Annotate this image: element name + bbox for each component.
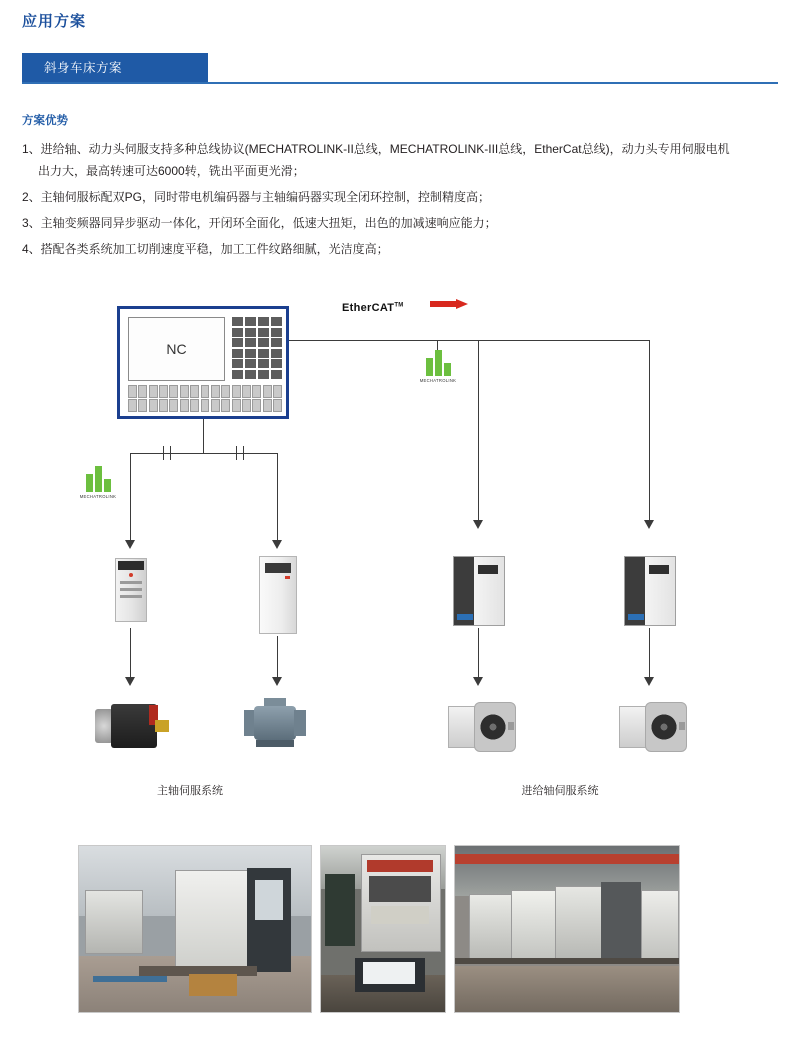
bus-drop-nc-bottom [203, 419, 204, 453]
arrow-spindle-motor [125, 677, 135, 686]
photo-control-cabinet [320, 845, 446, 1013]
caption-feed-servo-system: 进给轴伺服系统 [521, 785, 599, 797]
nc-function-keys [128, 385, 282, 412]
page-title: 应用方案 [22, 13, 87, 30]
arrow-feed-motor-1 [473, 677, 483, 686]
list-item [22, 138, 762, 182]
nc-screen-label: NC [128, 317, 225, 381]
arrow-inverter [272, 540, 282, 549]
advantages-list [22, 138, 762, 264]
bus-tick-3 [236, 446, 237, 460]
ethercat-tm: TM [394, 302, 404, 309]
tab-underline [22, 82, 778, 84]
nc-controller [117, 306, 289, 419]
bus-line-top [289, 340, 650, 341]
bus-drop-feed-1 [478, 340, 479, 525]
mechatrolink-bars-icon [416, 350, 460, 376]
feed-servo-drive-2 [624, 556, 676, 626]
list-item [22, 186, 762, 208]
mechatrolink-logo-top [416, 350, 460, 383]
bus-tick-2 [170, 446, 171, 460]
arrow-spindle-drive [125, 540, 135, 549]
nc-keypad [232, 317, 282, 379]
mechatrolink-logo-left [76, 466, 120, 499]
photo-machine-line [454, 845, 680, 1013]
feed-servo-motor-1 [448, 700, 514, 754]
caption-spindle-servo-system: 主轴伺服系统 [157, 785, 223, 797]
advantages-heading: 方案优势 [22, 115, 68, 127]
advantage-1-line1: 1、进给轴、动力头伺服支持多种总线协议(MECHATROLINK-II总线，MECHATROLINK-III总线，EtherCat总线)，动力头专用伺服电机 [22, 142, 730, 156]
spindle-inverter [259, 556, 297, 634]
spindle-servo-motor [93, 700, 171, 754]
bus-tick-4 [243, 446, 244, 460]
photo-workshop-lathe [78, 845, 312, 1013]
ethercat-arrow-icon [430, 299, 468, 310]
system-architecture-diagram [0, 288, 800, 818]
tab-row [22, 53, 778, 85]
list-item [22, 238, 762, 260]
bus-drop-spindle-drive [130, 453, 131, 545]
bus-tick-1 [163, 446, 164, 460]
mechatrolink-bars-icon [76, 466, 120, 492]
ethercat-text: EtherCAT [342, 302, 395, 314]
bus-line-spindle [130, 453, 277, 454]
arrow-feed-2 [644, 520, 654, 529]
advantage-3-line1: 3、主轴变频器同异步驱动一体化，开闭环全面化，低速大扭矩，出色的加减速响应能力； [22, 216, 497, 230]
feed-servo-drive-1 [453, 556, 505, 626]
ethercat-label [342, 302, 404, 314]
arrow-grey-motor [272, 677, 282, 686]
link-inverter-motor [277, 636, 278, 682]
spindle-servo-drive [115, 558, 147, 622]
link-feed-drive-motor-2 [649, 628, 650, 682]
mechatrolink-caption: MECHATROLINK [79, 494, 117, 499]
bus-drop-inverter [277, 453, 278, 545]
arrow-feed-1 [473, 520, 483, 529]
feed-servo-motor-2 [619, 700, 685, 754]
advantage-4-line1: 4、搭配各类系统加工切削速度平稳，加工工件纹路细腻，光洁度高； [22, 242, 389, 256]
bus-drop-feed-2 [649, 340, 650, 525]
mechatrolink-caption: MECHATROLINK [419, 378, 457, 383]
list-item [22, 212, 762, 234]
link-feed-drive-motor-1 [478, 628, 479, 682]
advantage-1-line2: 出力大，最高转速可达6000转，铣出平面更光滑； [38, 164, 305, 178]
induction-motor [240, 696, 310, 754]
tab-inclined-bed-lathe[interactable]: 斜身车床方案 [22, 53, 208, 83]
arrow-feed-motor-2 [644, 677, 654, 686]
link-spindle-drive-motor [130, 628, 131, 682]
advantage-2-line1: 2、主轴伺服标配双PG，同时带电机编码器与主轴编码器实现全闭环控制，控制精度高； [22, 190, 491, 204]
